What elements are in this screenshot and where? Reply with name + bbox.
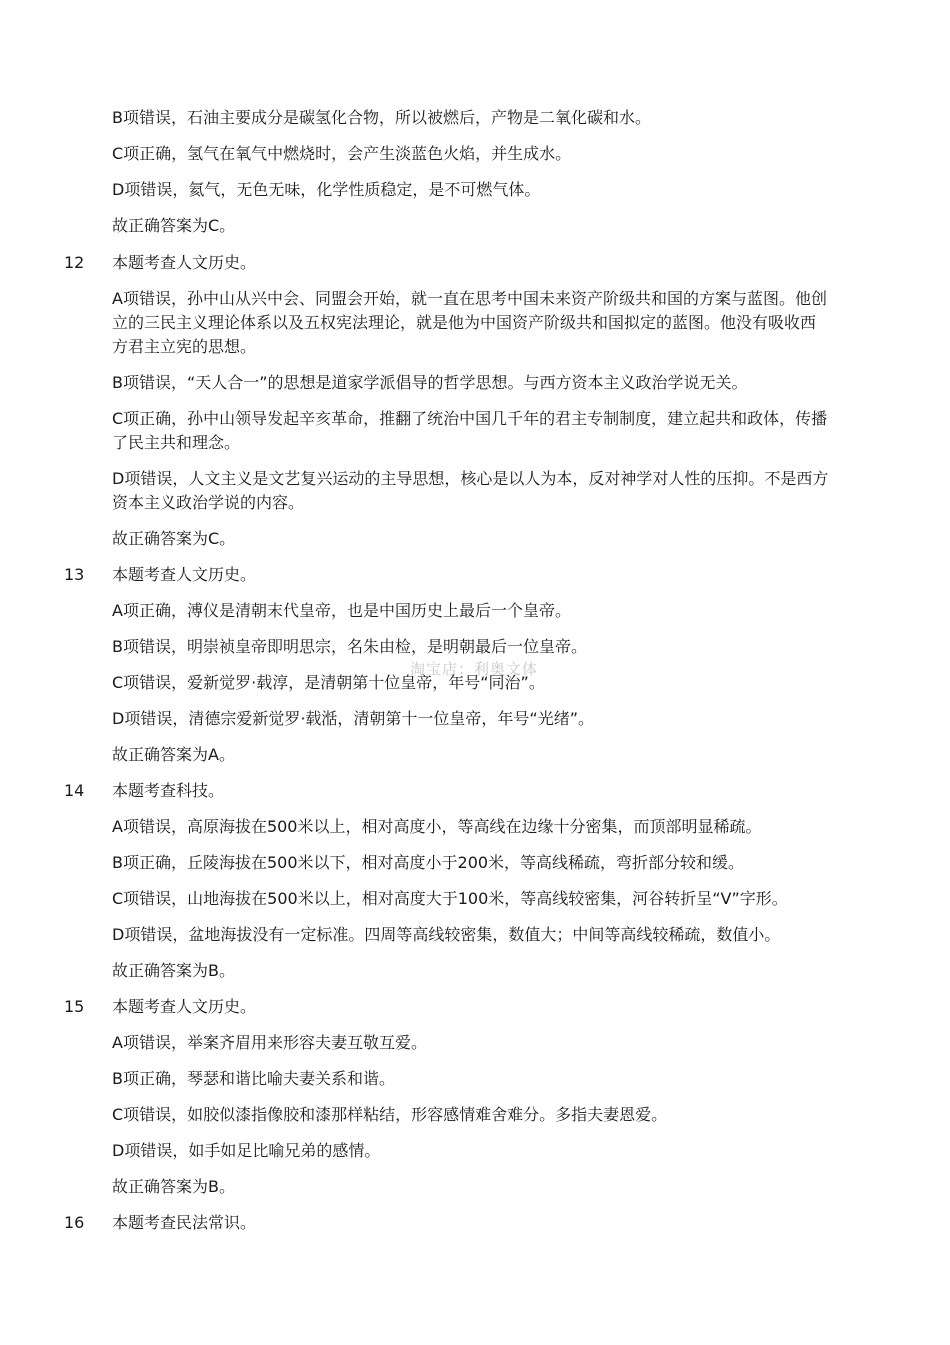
q12-option-c-line1: C项正确，孙中山领导发起辛亥革命，推翻了统治中国几千年的君主专制制度，建立起共和政体，传播 (112, 409, 828, 428)
q14-number: 14 (64, 781, 85, 800)
q13-option-d: D项错误，清德宗爱新觉罗·载湉，清朝第十一位皇帝，年号“光绪”。 (112, 709, 594, 728)
q15-option-b: B项正确，琴瑟和谐比喻夫妻关系和谐。 (112, 1069, 395, 1088)
q12-option-a-line3: 方君主立宪的思想。 (112, 337, 257, 356)
q13-option-b: B项错误，明崇祯皇帝即明思宗，名朱由检，是明朝最后一位皇帝。 (112, 637, 587, 656)
q14-answer: 故正确答案为B。 (112, 961, 235, 980)
q15-option-c: C项错误，如胶似漆指像胶和漆那样粘结，形容感情难舍难分。多指夫妻恩爱。 (112, 1105, 668, 1124)
q12-option-d-line2: 资本主义政治学说的内容。 (112, 493, 305, 512)
q12-topic: 本题考查人文历史。 (112, 253, 257, 272)
q12-option-c-line2: 了民主共和理念。 (112, 433, 241, 452)
q12-option-a-line1: A项错误，孙中山从兴中会、同盟会开始，就一直在思考中国未来资产阶级共和国的方案与蓝图。他创 (112, 289, 827, 308)
q16-topic: 本题考查民法常识。 (112, 1213, 257, 1232)
q15-topic: 本题考查人文历史。 (112, 997, 257, 1016)
q12-answer: 故正确答案为C。 (112, 529, 236, 548)
q12-option-d-line1: D项错误，人文主义是文艺复兴运动的主导思想，核心是以人为本，反对神学对人性的压抑。不是西方 (112, 469, 829, 488)
q14-topic: 本题考查科技。 (112, 781, 225, 800)
watermark: 淘宝店：利奥文体 (410, 660, 539, 678)
q15-option-a: A项错误，举案齐眉用来形容夫妻互敬互爱。 (112, 1033, 427, 1052)
q14-option-a: A项错误，高原海拔在500米以上，相对高度小，等高线在边缘十分密集，而顶部明显稀疏。 (112, 817, 762, 836)
q12-option-b: B项错误，“天人合一”的思想是道家学派倡导的哲学思想。与西方资本主义政治学说无关。 (112, 373, 748, 392)
q15-option-d: D项错误，如手如足比喻兄弟的感情。 (112, 1141, 381, 1160)
q11-answer: 故正确答案为C。 (112, 216, 236, 235)
q14-option-d: D项错误，盆地海拔没有一定标准。四周等高线较密集，数值大；中间等高线较稀疏，数值小。 (112, 925, 781, 944)
q15-number: 15 (64, 997, 85, 1016)
q11-option-c: C项正确，氢气在氧气中燃烧时，会产生淡蓝色火焰，并生成水。 (112, 144, 572, 163)
q13-topic: 本题考查人文历史。 (112, 565, 257, 584)
q13-answer: 故正确答案为A。 (112, 745, 235, 764)
q14-option-c: C项错误，山地海拔在500米以上，相对高度大于100米，等高线较密集，河谷转折呈“V”字形。 (112, 889, 788, 908)
q11-option-d: D项错误，氦气，无色无味，化学性质稳定，是不可燃气体。 (112, 180, 541, 199)
q14-option-b: B项正确，丘陵海拔在500米以下，相对高度小于200米，等高线稀疏，弯折部分较和缓。 (112, 853, 745, 872)
q12-number: 12 (64, 253, 85, 272)
q11-option-b: B项错误，石油主要成分是碳氢化合物，所以被燃后，产物是二氧化碳和水。 (112, 108, 651, 127)
q15-answer: 故正确答案为B。 (112, 1177, 235, 1196)
q12-option-a-line2: 立的三民主义理论体系以及五权宪法理论，就是他为中国资产阶级共和国拟定的蓝图。他没有吸收西 (112, 313, 817, 332)
q16-number: 16 (64, 1213, 85, 1232)
q13-option-a: A项正确，溥仪是清朝末代皇帝，也是中国历史上最后一个皇帝。 (112, 601, 571, 620)
q13-number: 13 (64, 565, 85, 584)
q13-option-c: C项错误，爱新觉罗·载淳，是清朝第十位皇帝，年号“同治”。 (112, 673, 545, 692)
